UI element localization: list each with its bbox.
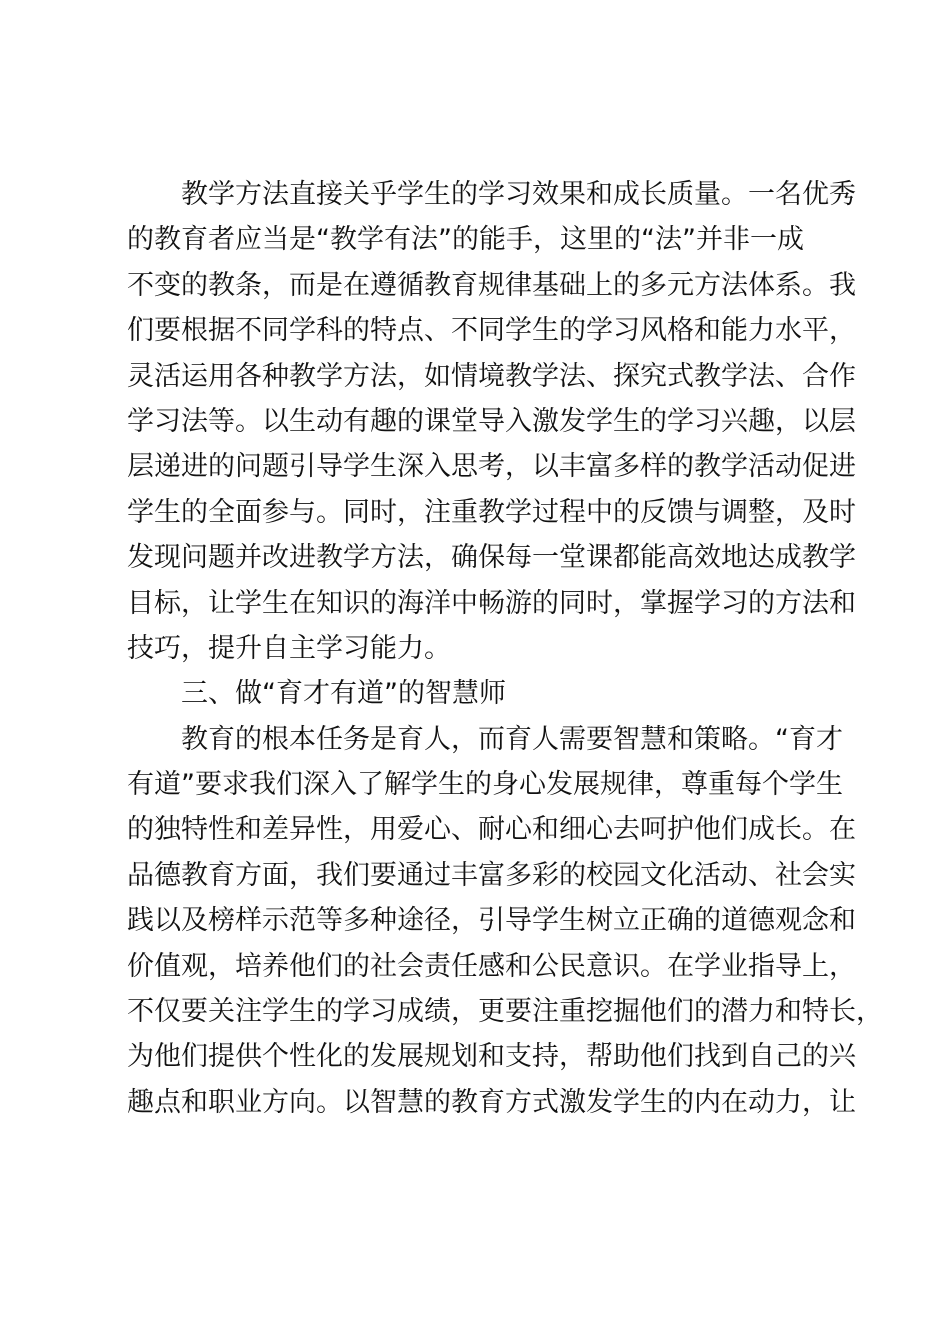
paragraph-line: 践以及榜样示范等多种途径，引导学生树立正确的道德观念和 (127, 905, 856, 937)
paragraph-line: 教学方法直接关乎学生的学习效果和成长质量。一名优秀 (181, 179, 856, 210)
paragraph-line: 价值观，培养他们的社会责任感和公民意识。在学业指导上， (127, 950, 856, 982)
paragraph-line: 的教育者应当是“教学有法”的能手，这里的“法”并非一成 (127, 224, 804, 256)
paragraph-line: 技巧，提升自主学习能力。 (127, 632, 451, 664)
paragraph-line: 灵活运用各种教学方法，如情境教学法、探究式教学法、合作 (127, 360, 856, 392)
paragraph-line: 不变的教条，而是在遵循教育规律基础上的多元方法体系。我 (127, 269, 856, 301)
paragraph-line: 不仅要关注学生的学习成绩，更要注重挖掘他们的潜力和特长， (127, 996, 883, 1028)
paragraph-line: 品德教育方面，我们要通过丰富多彩的校园文化活动、社会实 (127, 859, 856, 891)
paragraph-line: 的独特性和差异性，用爱心、耐心和细心去呵护他们成长。在 (127, 814, 856, 846)
paragraph-line: 发现问题并改进教学方法，确保每一堂课都能高效地达成教学 (127, 542, 856, 574)
paragraph-line: 有道”要求我们深入了解学生的身心发展规律，尊重每个学生 (127, 769, 843, 801)
document-body (127, 172, 883, 1125)
section-heading: 三、做“育才有道”的智慧师 (181, 678, 506, 710)
paragraph-line: 目标，让学生在知识的海洋中畅游的同时，掌握学习的方法和 (127, 587, 856, 619)
paragraph-line: 为他们提供个性化的发展规划和支持，帮助他们找到自己的兴 (127, 1041, 856, 1073)
paragraph-line: 层递进的问题引导学生深入思考，以丰富多样的教学活动促进 (127, 451, 856, 483)
paragraph-line: 学生的全面参与。同时，注重教学过程中的反馈与调整，及时 (127, 496, 856, 528)
paragraph-line: 学习法等。以生动有趣的课堂导入激发学生的学习兴趣，以层 (127, 405, 856, 437)
paragraph-line: 们要根据不同学科的特点、不同学生的学习风格和能力水平， (127, 315, 856, 347)
paragraph-line: 教育的根本任务是育人，而育人需要智慧和策略。“育才 (181, 723, 843, 755)
paragraph-line: 趣点和职业方向。以智慧的教育方式激发学生的内在动力，让 (127, 1086, 856, 1118)
